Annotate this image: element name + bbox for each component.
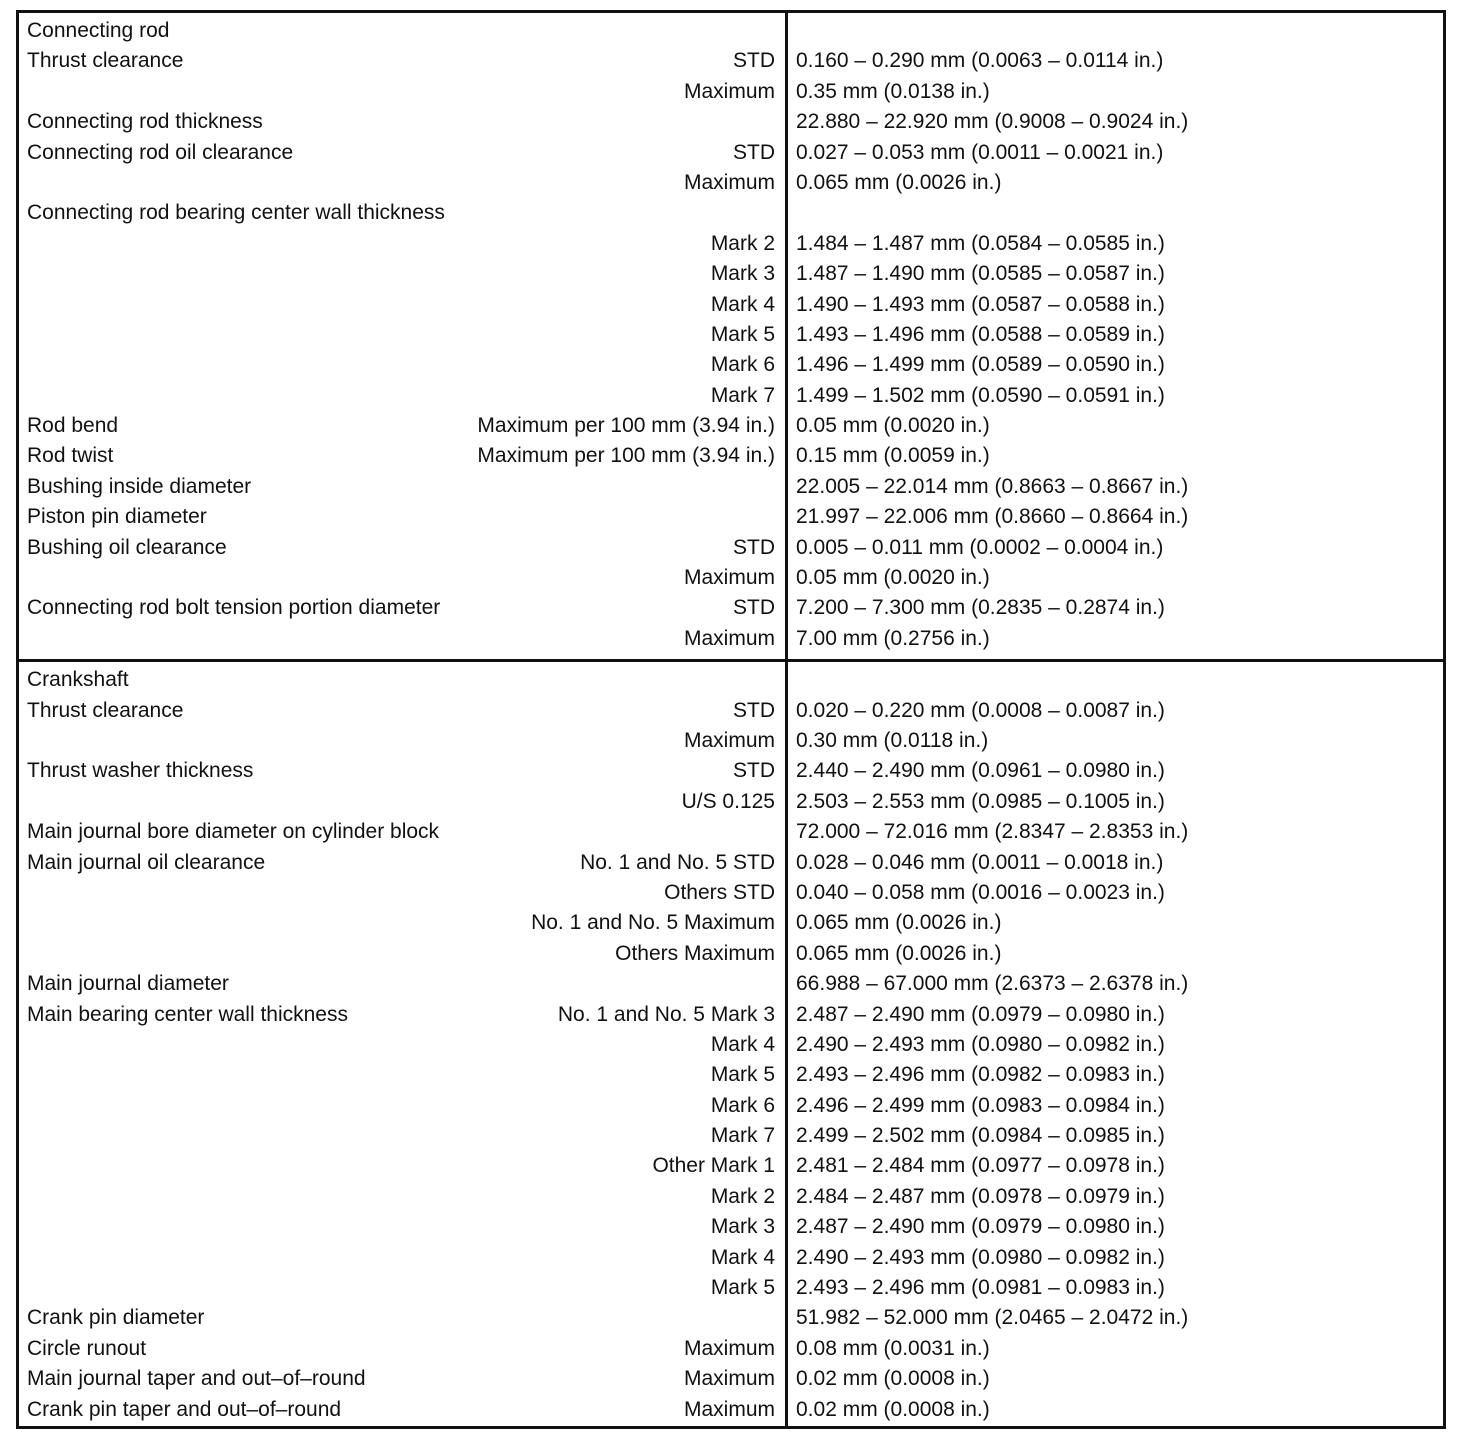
spec-condition-label: Maximum per 100 mm (3.94 in.) [477,414,775,438]
spec-item-label: Connecting rod bolt tension portion diameter [27,596,441,620]
spec-condition-label: Mark 5 [710,1063,775,1087]
spec-item-label: Rod twist [27,444,114,468]
spec-value: 2.503 – 2.553 mm (0.0985 – 0.1005 in.) [796,789,1165,813]
section-left-column [19,13,788,659]
spec-condition-label: Mark 4 [710,1245,775,1269]
spec-value: 0.02 mm (0.0008 in.) [796,1397,990,1421]
spec-item-label: Connecting rod bearing center wall thickness [27,201,445,225]
spec-row-label [27,138,775,168]
spec-item-label: Rod bend [27,414,119,438]
spec-condition-label: Mark 4 [710,292,775,316]
spec-row-label [27,472,775,502]
spec-value: 72.000 – 72.016 mm (2.8347 – 2.8353 in.) [796,820,1189,844]
spec-condition-label: Maximum [683,728,775,752]
spec-condition-label: STD [733,759,775,783]
spec-row-label [27,1243,775,1273]
spec-value: 66.988 – 67.000 mm (2.6373 – 2.6378 in.) [796,972,1189,996]
spec-item-label: Thrust washer thickness [27,759,254,783]
spec-value: 0.02 mm (0.0008 in.) [796,1367,990,1391]
section-title-spacer [796,16,1443,46]
spec-value: 7.00 mm (0.2756 in.) [796,626,990,650]
spec-row-label [27,533,775,563]
spec-value: 0.065 mm (0.0026 in.) [796,941,1002,965]
spec-row-label [27,1364,775,1394]
spec-condition-label: Maximum [683,566,775,590]
spec-value: 2.487 – 2.490 mm (0.0979 – 0.0980 in.) [796,1002,1165,1026]
spec-row-label [27,817,775,847]
section-left-column [19,662,788,1426]
spec-row-label [27,1030,775,1060]
spec-value: 21.997 – 22.006 mm (0.8660 – 0.8664 in.) [796,505,1189,529]
spec-row-label [27,787,775,817]
spec-value: 0.028 – 0.046 mm (0.0011 – 0.0018 in.) [796,850,1164,874]
spec-row-label [27,969,775,999]
spec-row-label [27,320,775,350]
spec-row-label [27,198,775,228]
section-title-spacer [796,665,1443,695]
spec-value: 2.490 – 2.493 mm (0.0980 – 0.0982 in.) [796,1032,1165,1056]
spec-condition-label: Mark 6 [710,353,775,377]
spec-item-label: Piston pin diameter [27,505,207,529]
spec-row-label [27,1212,775,1242]
value-list [796,696,1443,1425]
spec-row-label [27,290,775,320]
spec-row-label [27,1060,775,1090]
spec-value [796,198,1443,228]
spec-value: 1.487 – 1.490 mm (0.0585 – 0.0587 in.) [796,262,1165,286]
item-list [27,696,775,1425]
spec-condition-label: Mark 4 [710,1032,775,1056]
spec-row-label [27,1091,775,1121]
spec-value: 1.484 – 1.487 mm (0.0584 – 0.0585 in.) [796,231,1165,255]
spec-item-label: Main journal bore diameter on cylinder block [27,820,440,844]
spec-value: 0.35 mm (0.0138 in.) [796,79,990,103]
spec-row-label [27,1000,775,1030]
spec-row-label [27,259,775,289]
spec-item-label: Thrust clearance [27,49,184,73]
spec-item-label: Connecting rod thickness [27,110,263,134]
spec-row-label [27,878,775,908]
spec-row-label [27,46,775,76]
spec-item-label: Crank pin diameter [27,1306,205,1330]
spec-condition-label: Maximum [683,1336,775,1360]
spec-item-label: Connecting rod oil clearance [27,140,294,164]
spec-row-label [27,1395,775,1425]
spec-condition-label: No. 1 and No. 5 Mark 3 [557,1002,775,1026]
spec-value: 0.08 mm (0.0031 in.) [796,1336,990,1360]
spec-condition-label: Mark 6 [710,1093,775,1117]
spec-value: 1.493 – 1.496 mm (0.0588 – 0.0589 in.) [796,322,1165,346]
section-right-column [788,662,1443,1426]
spec-row-label [27,168,775,198]
spec-item-label: Main journal oil clearance [27,850,266,874]
spec-row-label [27,1334,775,1364]
spec-value: 0.005 – 0.011 mm (0.0002 – 0.0004 in.) [796,535,1164,559]
spec-condition-label: Maximum [683,170,775,194]
section-title: Connecting rod [27,19,170,42]
spec-value: 2.496 – 2.499 mm (0.0983 – 0.0984 in.) [796,1093,1165,1117]
spec-condition-label: Mark 7 [710,1124,775,1148]
spec-item-label: Bushing inside diameter [27,474,252,498]
spec-item-label: Circle runout [27,1336,147,1360]
spec-value: 0.027 – 0.053 mm (0.0011 – 0.0021 in.) [796,140,1164,164]
spec-value: 22.005 – 22.014 mm (0.8663 – 0.8667 in.) [796,474,1189,498]
spec-condition-label: U/S 0.125 [681,789,775,813]
spec-value: 1.496 – 1.499 mm (0.0589 – 0.0590 in.) [796,353,1165,377]
spec-condition-label: Mark 2 [710,231,775,255]
spec-item-label: Main bearing center wall thickness [27,1002,348,1026]
spec-condition-label: Mark 5 [710,1276,775,1300]
spec-value: 0.15 mm (0.0059 in.) [796,444,990,468]
spec-row-label [27,726,775,756]
spec-row-label [27,77,775,107]
spec-value: 2.490 – 2.493 mm (0.0980 – 0.0982 in.) [796,1245,1165,1269]
spec-value: 1.499 – 1.502 mm (0.0590 – 0.0591 in.) [796,383,1165,407]
spec-value: 2.440 – 2.490 mm (0.0961 – 0.0980 in.) [796,759,1165,783]
spec-row-label [27,350,775,380]
spec-condition-label: Others Maximum [615,941,775,965]
spec-row-label [27,411,775,441]
spec-condition-label: Others STD [664,880,775,904]
spec-row-label [27,908,775,938]
spec-row-label [27,624,775,654]
spec-row-label [27,756,775,786]
spec-value: 2.493 – 2.496 mm (0.0982 – 0.0983 in.) [796,1063,1165,1087]
spec-value: 0.05 mm (0.0020 in.) [796,414,990,438]
spec-condition-label: Mark 7 [710,383,775,407]
spec-value: 0.05 mm (0.0020 in.) [796,566,990,590]
spec-condition-label: Other Mark 1 [652,1154,775,1178]
spec-item-label: Thrust clearance [27,698,184,722]
spec-condition-label: Mark 5 [710,322,775,346]
spec-condition-label: Maximum [683,79,775,103]
spec-row-label [27,229,775,259]
item-list [27,46,775,654]
spec-condition-label: Maximum [683,1367,775,1391]
spec-value: 1.490 – 1.493 mm (0.0587 – 0.0588 in.) [796,292,1165,316]
spec-condition-label: STD [733,596,775,620]
spec-value: 0.160 – 0.290 mm (0.0063 – 0.0114 in.) [796,49,1164,73]
spec-condition-label: STD [733,140,775,164]
spec-row-label [27,848,775,878]
spec-row-label [27,1151,775,1181]
spec-condition-label: Maximum [683,626,775,650]
spec-table [16,10,1446,1429]
section-title: Crankshaft [27,668,129,692]
spec-condition-label: No. 1 and No. 5 Maximum [531,911,775,935]
spec-value: 2.481 – 2.484 mm (0.0977 – 0.0978 in.) [796,1154,1165,1178]
spec-row-label [27,593,775,623]
spec-item-label: Main journal taper and out–of–round [27,1367,366,1391]
spec-item-label: Bushing oil clearance [27,535,227,559]
spec-value: 2.487 – 2.490 mm (0.0979 – 0.0980 in.) [796,1215,1165,1239]
spec-condition-label: Mark 3 [710,262,775,286]
spec-value: 7.200 – 7.300 mm (0.2835 – 0.2874 in.) [796,596,1165,620]
spec-value: 0.065 mm (0.0026 in.) [796,170,1002,194]
spec-row-label [27,441,775,471]
spec-condition-label: Mark 2 [710,1184,775,1208]
spec-condition-label: STD [733,698,775,722]
spec-condition-label: Maximum per 100 mm (3.94 in.) [477,444,775,468]
spec-condition-label: Mark 3 [710,1215,775,1239]
spec-value: 51.982 – 52.000 mm (2.0465 – 2.0472 in.) [796,1306,1189,1330]
spec-value: 0.065 mm (0.0026 in.) [796,911,1002,935]
spec-row-label [27,1121,775,1151]
spec-condition-label: STD [733,49,775,73]
spec-value: 22.880 – 22.920 mm (0.9008 – 0.9024 in.) [796,110,1189,134]
section-connecting-rod [19,13,1443,659]
spec-row-label [27,107,775,137]
spec-value: 0.020 – 0.220 mm (0.0008 – 0.0087 in.) [796,698,1165,722]
spec-condition-label: No. 1 and No. 5 STD [580,850,775,874]
spec-value: 2.484 – 2.487 mm (0.0978 – 0.0979 in.) [796,1184,1165,1208]
value-list [796,46,1443,654]
spec-condition-label: STD [733,535,775,559]
spec-value: 0.30 mm (0.0118 in.) [796,728,989,752]
spec-row-label [27,381,775,411]
spec-item-label: Main journal diameter [27,972,229,996]
spec-value: 0.040 – 0.058 mm (0.0016 – 0.0023 in.) [796,880,1165,904]
spec-row-label [27,1303,775,1333]
spec-value: 2.499 – 2.502 mm (0.0984 – 0.0985 in.) [796,1124,1165,1148]
spec-row-label [27,563,775,593]
section-right-column [788,13,1443,659]
spec-row-label [27,1273,775,1303]
spec-row-label [27,1182,775,1212]
spec-item-label: Crank pin taper and out–of–round [27,1397,342,1421]
spec-condition-label: Maximum [683,1397,775,1421]
spec-row-label [27,502,775,532]
spec-value: 2.493 – 2.496 mm (0.0981 – 0.0983 in.) [796,1276,1165,1300]
spec-row-label [27,696,775,726]
section-crankshaft [19,659,1443,1426]
spec-row-label [27,939,775,969]
